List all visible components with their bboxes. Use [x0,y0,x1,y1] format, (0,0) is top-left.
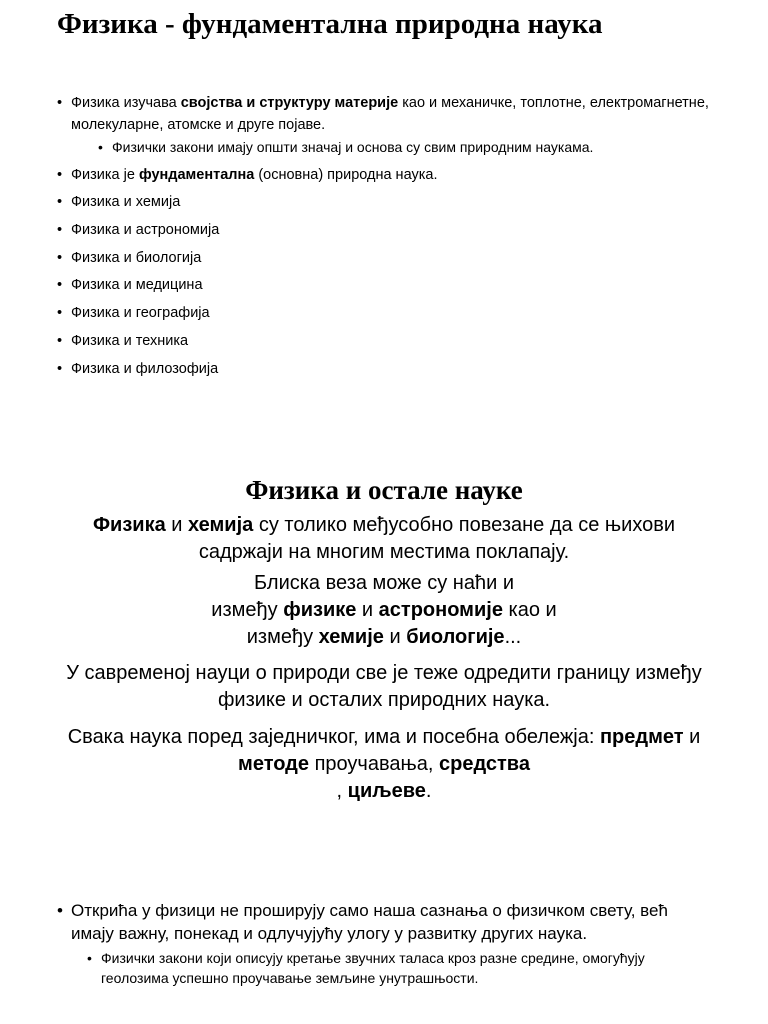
text: и [383,626,407,648]
bold-text: астрономије [378,599,503,621]
bullet-text: Физика изучава [71,95,181,111]
sub-bullet-item: • Физички закони имају општи значај и основа су свим природним наукама. [98,136,737,158]
bullet-text: Открића у физици не проширују само наша сазнања о физичком свету, већ имају важну, понекад и одлучујућу улогу у развитку других наука. [71,901,668,943]
text: , [336,780,348,802]
text: У савременој науци о природи све је теже одредити границу између физике и осталих природних наука. [66,662,702,711]
text: између [211,599,284,621]
slide-3-bullet-list [57,899,707,992]
bold-text: биологије [406,626,505,648]
text: и [165,514,189,536]
text: између [246,626,319,648]
paragraph-physics-chemistry [60,512,708,566]
bullet-item: • Физика и биологија [57,247,737,269]
bold-text: предмет [599,726,684,748]
paragraph-close-relation [160,570,608,651]
bullet-item: • Физика и медицина [57,274,737,296]
text: и [683,726,701,748]
text-line: Блиска веза може су наћи и [254,572,514,594]
bullet-bold-text: својства и структуру материје [180,95,399,111]
bold-text: хемија [188,514,254,536]
bullet-text: Физика је [71,166,139,183]
text: ... [504,626,522,648]
bullet-item: • Физика и техника [57,330,737,352]
bullet-item [57,92,737,158]
sub-bullet-item: • Физички закони који описују кретање звучних таласа кроз разне средине, омогућују геолозима успешно проучавање земљине унутрашњости. [87,948,707,988]
bullet-bold-text: фундаментална [138,166,255,183]
text: проучавања, [309,753,439,775]
slide-2-title: Физика и остале науке [245,475,523,505]
bullet-item: • Физика и хемија [57,191,737,213]
text: су толико међусобно повезане да се њихови садржаји на многим местима поклапају. [198,514,676,563]
bold-text: Физика [92,514,166,536]
sub-bullet-list [87,948,707,988]
paragraph-each-science [60,724,708,805]
bullet-text: (основна) природна наука. [254,166,438,183]
bullet-text: као и механичке, топлотне, електромагнетне, молекуларне, атомске и друге појаве. [71,95,709,133]
text: и [356,599,379,621]
bullet-item: • Физика и географија [57,302,737,324]
sub-bullet-list [98,136,737,158]
bold-text: физике [283,599,357,621]
bullet-item: • Физика и астрономија [57,219,737,241]
bullet-item [57,899,707,988]
bullet-item [57,164,737,186]
text: Свака наука поред заједничког, има и посебна обележја: [67,726,600,748]
paragraph-modern-science [60,660,708,714]
bold-text: средства [438,753,530,775]
slide-1-title: Физика - фундаментална природна наука [57,8,603,40]
bullet-item: • Физика и филозофија [57,358,737,380]
bold-text: циљеве [347,780,426,802]
text: . [425,780,432,802]
text: као и [502,599,557,621]
bold-text: хемије [318,626,384,648]
slide-1-bullet-list [57,92,737,385]
bold-text: методе [238,753,310,775]
